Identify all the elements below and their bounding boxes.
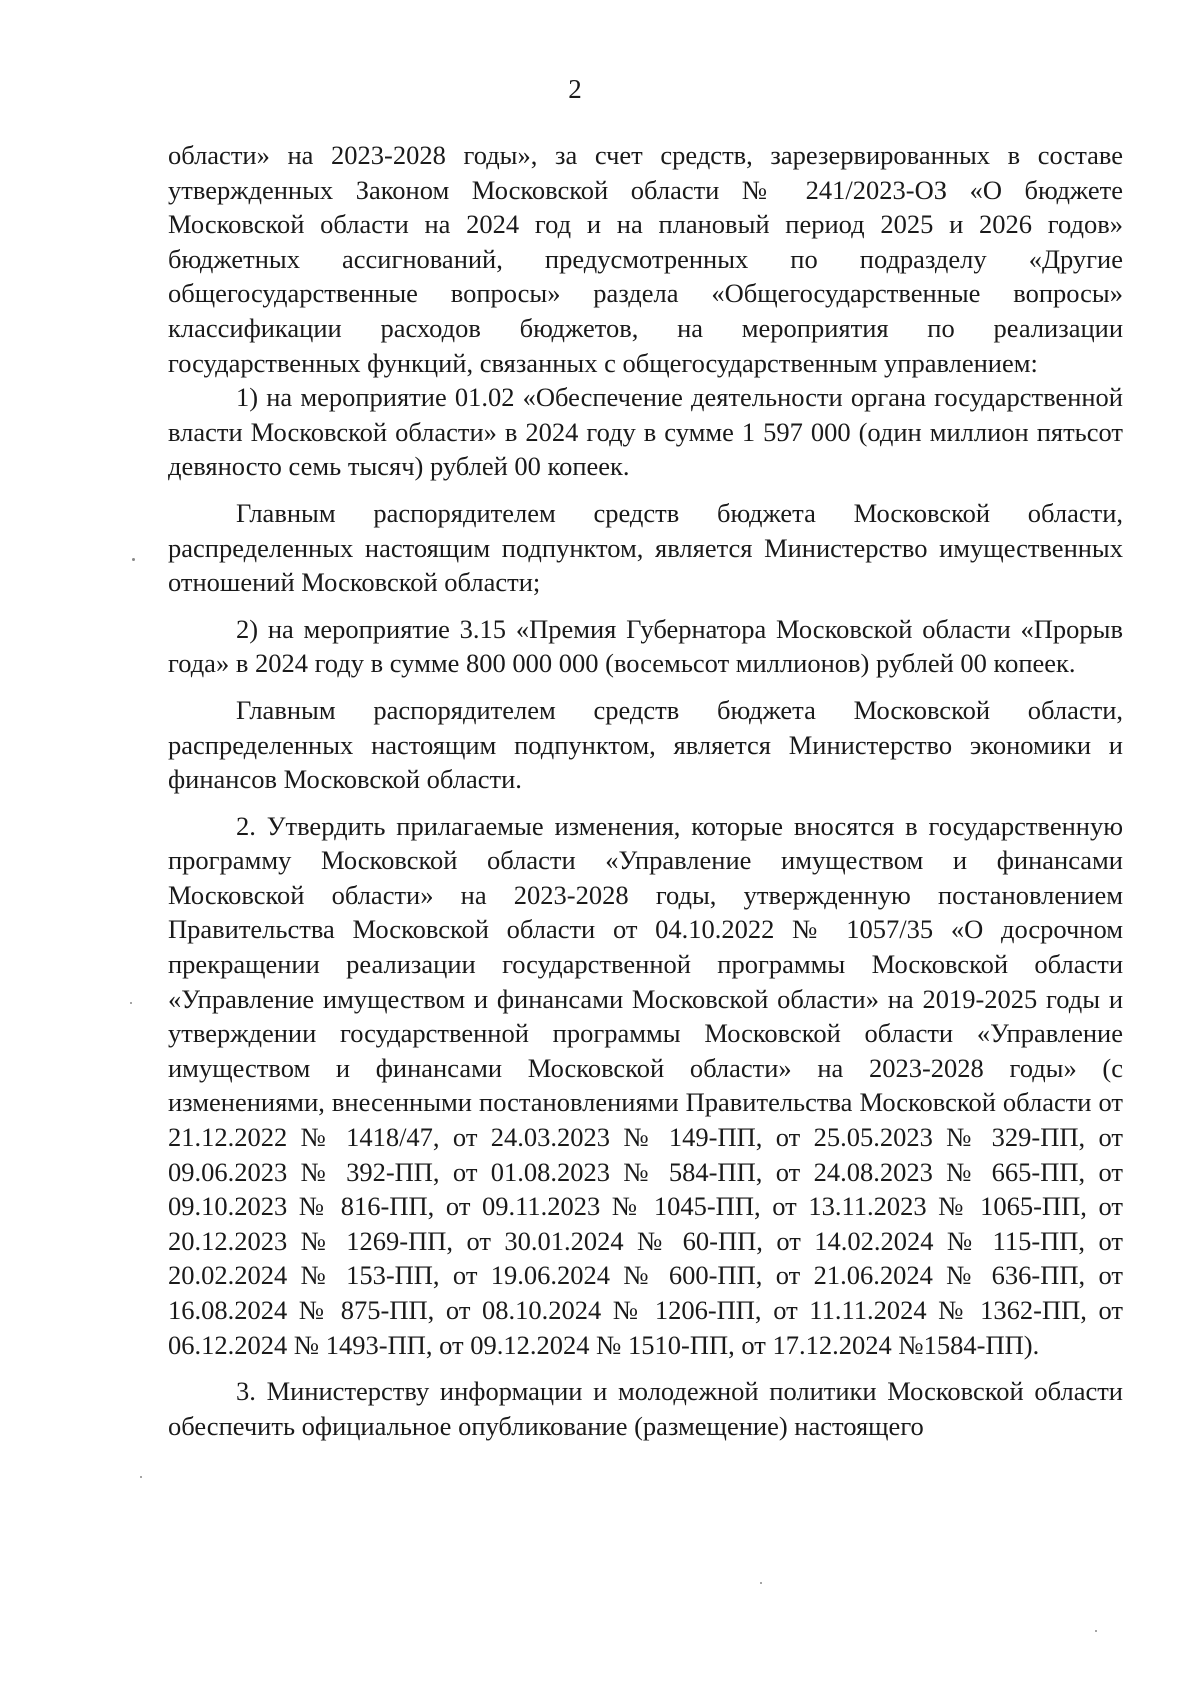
paragraph-continuation: области» на 2023-2028 годы», за счет средств, зарезервированных в составе утвержденных Законом Московской области № 241/2023-ОЗ «О бюджете Московской области на 2024 год и на плановый период 2025 и 2026 годов» бюджетных ассигнований, предусмотренных по подразделу «Другие общегосударственные вопросы» раздела «Общегосударственные вопросы» классификации расходов бюджетов, на мероприятия по реализации государственных функций, связанных с общегосударственным управлением: xyxy=(168,140,1123,378)
paragraph-clause-2: 2. Утвердить прилагаемые изменения, которые вносятся в государственную программу Московской области «Управление имуществом и финансами Московской области» на 2023-2028 годы, утвержденную постановлением Правительства Московской области от 04.10.2022 № 1057/35 «О досрочном прекращении реализации государственной программы Московской области «Управление имуществом и финансами Московской области» на 2019-2025 годы и утверждении государственной программы Московской области «Управление имуществом и финансами Московской области» на 2023-2028 годы» (с изменениями, внесенными постановлениями Правительства Московской области от 21.12.2022 № 1418/47, от 24.03.2023 № 149-ПП, от 25.05.2023 № 329-ПП, от 09.06.2023 № 392-ПП, от 01.08.2023 № 584-ПП, от 24.08.2023 № 665-ПП, от 09.10.2023 № 816-ПП, от 09.11.2023 № 1045-ПП, от 13.11.2023 № 1065-ПП, от 20.12.2023 № 1269-ПП, от 30.01.2024 № 60-ПП, от 14.02.2024 № 115-ПП, от 20.02.2024 № 153-ПП, от 19.06.2024 № 600-ПП, от 21.06.2024 № 636-ПП, от 16.08.2024 № 875-ПП, от 08.10.2024 № 1206-ПП, от 11.11.2024 № 1362-ПП, от 06.12.2024 № 1493-ПП, от 09.12.2024 № 1510-ПП, от 17.12.2024 №1584-ПП). xyxy=(168,810,1123,1360)
paragraph-item-1-manager: Главным распорядителем средств бюджета Московской области, распределенных настоящим подпунктом, является Министерство имущественных отношений Московской области; xyxy=(168,497,1123,598)
paragraph-item-2: 2) на мероприятие 3.15 «Премия Губернатора Московской области «Прорыв года» в 2024 году в сумме 800 000 000 (восемьсот миллионов) рублей 00 копеек. xyxy=(168,613,1123,679)
scan-speck xyxy=(132,558,135,561)
scan-speck xyxy=(140,1476,142,1478)
scan-speck xyxy=(130,1002,132,1004)
paragraph-clause-3: 3. Министерству информации и молодежной политики Московской области обеспечить официальное опубликование (размещение) настоящего xyxy=(168,1376,1123,1441)
paragraph-item-1: 1) на мероприятие 01.02 «Обеспечение деятельности органа государственной власти Московской области» в 2024 году в сумме 1 597 000 (один миллион пятьсот девяносто семь тысяч) рублей 00 копеек. xyxy=(168,382,1123,482)
document-body xyxy=(168,138,1123,1443)
scan-speck xyxy=(760,1582,762,1584)
scan-speck xyxy=(1095,1630,1097,1632)
page-number: 2 xyxy=(568,74,582,104)
paragraph-item-2-manager: Главным распорядителем средств бюджета Московской области, распределенных настоящим подпунктом, является Министерство экономики и финансов Московской области. xyxy=(168,694,1123,795)
